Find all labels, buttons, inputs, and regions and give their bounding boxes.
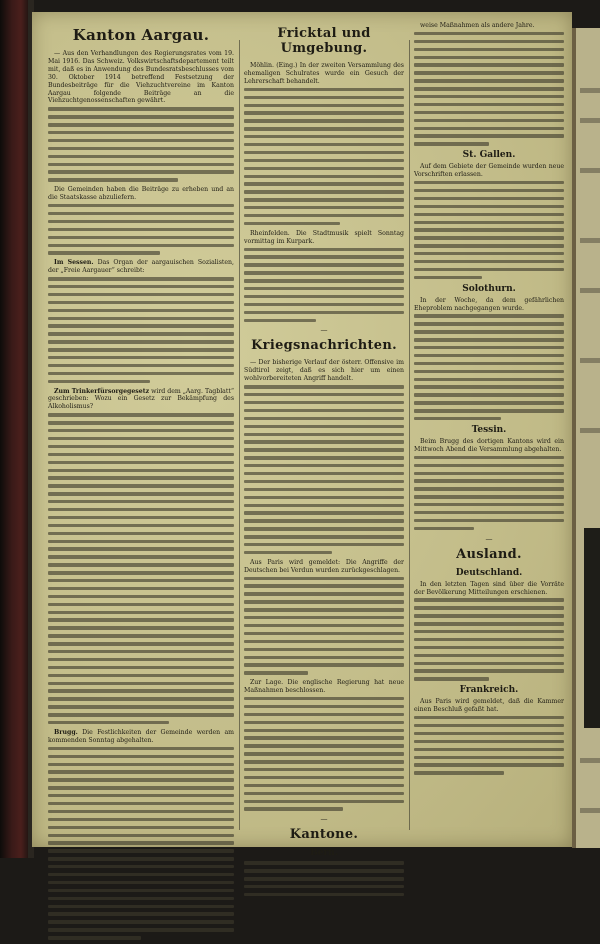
article-text-block (48, 107, 234, 181)
item-text: wird dem „Aarg. Tagblatt“ geschrieben: Wozu ein Gesetz zur Bekämpfung des Alkoholismus? (48, 387, 234, 411)
article-text-block (414, 314, 564, 420)
subsection-heading: St. Gallen. (462, 150, 516, 161)
article-text-block (244, 248, 404, 322)
column-rule (239, 40, 240, 830)
divider: — (320, 815, 328, 824)
article-paragraph: Auf dem Gebiete der Gemeinde wurden neue Vorschriften erlassen. (414, 163, 564, 179)
article-text-block (244, 697, 404, 811)
article-text-block (414, 598, 564, 680)
item-lead: Im Sessen. (54, 259, 94, 267)
section-heading: Fricktal und Umgebung. (277, 26, 371, 56)
item-lead: Brugg. (54, 728, 78, 736)
divider: — (485, 534, 493, 543)
section-heading: Kriegsnachrichten. (251, 338, 397, 354)
adjacent-page-edge (572, 28, 600, 848)
article-text-block (244, 577, 404, 675)
column-left (48, 22, 234, 944)
subsection-heading: Bern. (310, 848, 338, 859)
column-middle (244, 22, 404, 901)
section-heading: Kanton Aargau. (72, 26, 210, 44)
article-paragraph: Zur Lage. Die englische Regierung hat neue Maßnahmen beschlossen. (244, 679, 404, 695)
column-rule (409, 40, 410, 830)
article-text-block (48, 277, 234, 383)
item-lead: Zum Trinkerfürsorgegesetz (54, 387, 150, 395)
advertisement-block (584, 528, 600, 728)
article-text-block (48, 204, 234, 255)
article-text-block (414, 181, 564, 279)
item-text: Das Organ der aargauischen Sozialisten, der „Freie Aargauer“ schreibt: (48, 259, 234, 275)
article-text-block (48, 747, 234, 940)
article-paragraph: — Der bisherige Verlauf der österr. Offensive im Südtirol zeigt, daß es sich hier um einen wohlvorbereiteten Angriff handelt. (244, 359, 404, 383)
article-paragraph: — Aus den Verhandlungen des Regierungsrates vom 19. Mai 1916. Das Schweiz. Volkswirtschaftsdepartement teilt mit, daß es in Anwendung des Bundesratsbeschlusses vom 30. Oktober 1914 betreffend Festsetzung der Bundesbeiträge für die Viehzuchtvereine im Kanton Aargau folgende Beiträge an die Viehzuchtgenossenschaften gewährt. (48, 50, 234, 105)
article-item (48, 729, 234, 745)
item-text: Die Festlichkeiten der Gemeinde werden am kommenden Sonntag abgehalten. (48, 728, 235, 744)
article-text-block (244, 88, 404, 226)
column-right (414, 22, 564, 779)
subsection-heading: Tessin. (471, 424, 507, 435)
article-paragraph: Aus Paris wird gemeldet, daß die Kammer einen Beschluß gefaßt hat. (414, 698, 564, 714)
article-item (48, 259, 234, 275)
article-text-block (414, 32, 564, 146)
article-paragraph: Beim Brugg des dortigen Kantons wird ein Mittwoch Abend die Versammlung abgehalten. (414, 437, 564, 453)
section-heading: Ausland. (456, 546, 522, 562)
article-text-block (414, 456, 564, 530)
subsection-heading: Solothurn. (462, 283, 516, 294)
section-heading: Kantone. (289, 827, 359, 843)
article-paragraph: weise Maßnahmen als andere Jahre. (420, 22, 535, 29)
binding-spine (0, 0, 30, 858)
article-item (48, 388, 234, 412)
article-paragraph: Die Gemeinden haben die Beiträge zu erheben und an die Staatskasse abzuliefern. (48, 186, 234, 202)
article-text-block (414, 716, 564, 775)
divider: — (320, 326, 328, 335)
article-paragraph: In der Woche, da dem gefährlichen Eheproblem nachgegangen wurde. (414, 296, 564, 312)
article-paragraph: Möhlin. (Eing.) In der zweiten Versammlung des ehemaligen Schulrates wurde ein Gesuch der Lehrerschaft behandelt. (244, 62, 404, 85)
article-text-block (244, 385, 404, 554)
article-text-block (244, 861, 404, 896)
article-paragraph: In den letzten Tagen sind über die Vorräte der Bevölkerung Mitteilungen erschienen. (414, 580, 564, 596)
article-paragraph: Aus Paris wird gemeldet: Die Angriffe der Deutschen bei Verdun wurden zurückgeschlagen. (244, 558, 404, 574)
subsection-heading: Deutschland. (455, 567, 523, 578)
article-paragraph: Rheinfelden. Die Stadtmusik spielt Sonntag vormittag im Kurpark. (244, 229, 404, 245)
subsection-heading: Frankreich. (459, 685, 519, 696)
article-text-block (48, 413, 234, 724)
